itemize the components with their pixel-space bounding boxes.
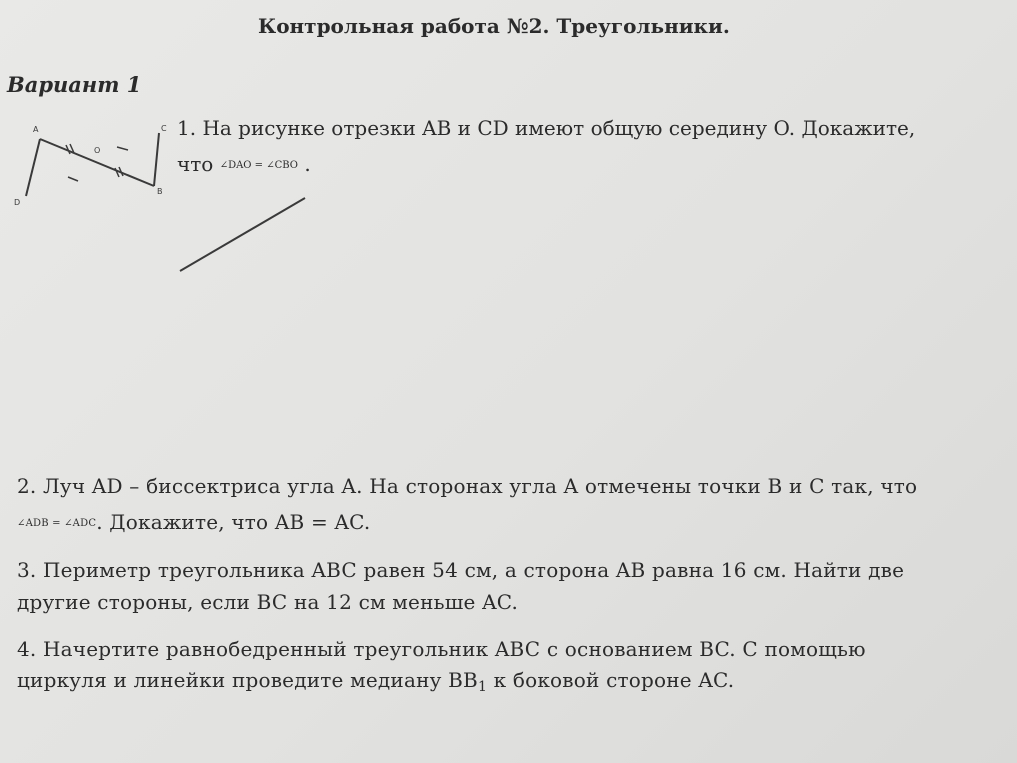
task4-line2 — [17, 668, 734, 695]
tick-mark — [68, 177, 78, 181]
variant-heading: Вариант 1 — [7, 72, 142, 97]
label-d: D — [14, 198, 21, 207]
task1-line2 — [177, 152, 311, 176]
task1-prefix: что — [177, 152, 214, 176]
segment-ad — [26, 139, 40, 196]
page-title: Контрольная работа №2. Треугольники. — [258, 14, 730, 38]
task1-formula: ∠DAO = ∠CBO — [219, 160, 299, 171]
label-c: C — [161, 124, 167, 133]
tick-mark — [115, 168, 119, 177]
task2-line2 — [17, 510, 370, 534]
tick-mark — [117, 147, 128, 150]
task1-suffix: . — [304, 152, 311, 176]
task2-formula: ∠ADB = ∠ADC — [17, 518, 97, 529]
task3-line1: 3. Периметр треугольника ABC равен 54 см, а сторона AB равна 16 см. Найти две — [17, 558, 905, 582]
task4-line2-part2: к боковой стороне AC. — [487, 668, 735, 692]
task4-subscript: 1 — [477, 679, 488, 695]
task3-line2: другие стороны, если BC на 12 см меньше AC. — [17, 590, 519, 614]
segment-bc — [154, 133, 159, 186]
stray-line — [180, 198, 305, 271]
label-a: A — [33, 125, 39, 134]
task2-line1: 2. Луч AD – биссектриса угла A. На сторонах угла A отмечены точки B и C так, что — [17, 474, 918, 498]
task4-line2-part1: циркуля и линейки проведите медиану BB — [17, 668, 478, 692]
label-o: O — [94, 146, 101, 155]
task2-conclusion: . Докажите, что AB = AC. — [96, 510, 371, 534]
task4-line1: 4. Начертите равнобедренный треугольник ABC с основанием BC. С помощью — [17, 637, 866, 661]
label-b: B — [157, 187, 163, 196]
task1-line1: 1. На рисунке отрезки AB и CD имеют общую середину O. Докажите, — [177, 116, 916, 140]
